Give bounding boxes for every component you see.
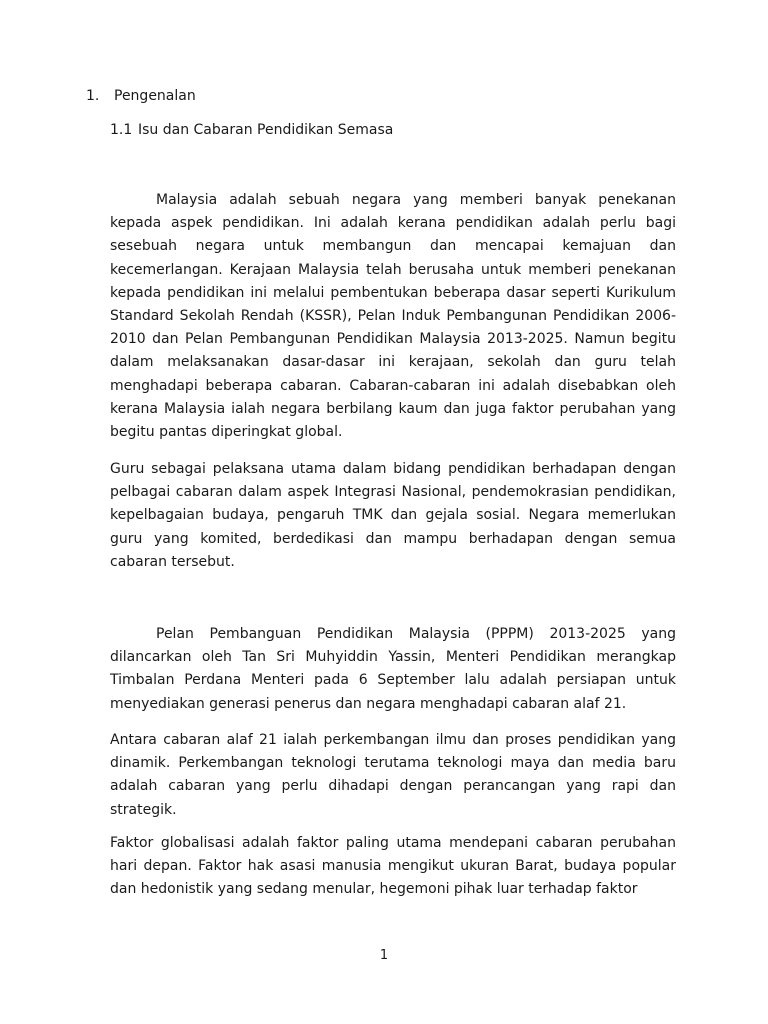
body-paragraph: Antara cabaran alaf 21 ialah perkembangan ilmu dan proses pendidikan yang dinamik. Perkembangan teknologi terutama teknologi maya dan media baru adalah cabaran yang perlu dihadapi dengan perancangan yang rapi dan strategik. [110, 732, 676, 818]
body-paragraph: Faktor globalisasi adalah faktor paling utama mendepani cabaran perubahan hari depan. Faktor hak asasi manusia mengikut ukuran Barat, budaya popular dan hedonistik yang sedang menular, hegemoni pihak luar terhadap faktor [110, 835, 676, 898]
body-paragraph: Malaysia adalah sebuah negara yang memberi banyak penekanan kepada aspek pendidikan. Ini adalah kerana pendidikan adalah perlu bagi sesebuah negara untuk membangun dan mencapai kemajuan dan kecemerlangan. Kerajaan Malaysia telah berusaha untuk memberi penekanan kepada pendidikan ini melalui pembentukan beberapa dasar seperti Kurikulum Standard Sekolah Rendah (KSSR), Pelan Induk Pembangunan Pendidikan 2006-2010 dan Pelan Pembangunan Pendidikan Malaysia 2013-2025. Namun begitu dalam melaksanakan dasar-dasar ini kerajaan, sekolah dan guru telah menghadapi beberapa cabaran. Cabaran-cabaran ini adalah disebabkan oleh kerana Malaysia ialah negara berbilang kaum dan juga faktor perubahan yang begitu pantas diperingkat global. [110, 192, 676, 441]
section-heading [86, 86, 196, 106]
subsection-number: 1.1 [110, 122, 133, 138]
page-number: 1 [379, 948, 389, 963]
subsection-heading [110, 120, 393, 140]
section-title: Pengenalan [114, 88, 196, 104]
subsection-title: Isu dan Cabaran Pendidikan Semasa [138, 122, 394, 138]
section-number: 1. [86, 88, 100, 104]
body-paragraph: Pelan Pembanguan Pendidikan Malaysia (PPPM) 2013-2025 yang dilancarkan oleh Tan Sri Muhyiddin Yassin, Menteri Pendidikan merangkap Timbalan Perdana Menteri pada 6 September lalu adalah persiapan untuk menyediakan generasi penerus dan negara menghadapi cabaran alaf 21. [110, 626, 676, 712]
body-paragraph: Guru sebagai pelaksana utama dalam bidang pendidikan berhadapan dengan pelbagai cabaran dalam aspek Integrasi Nasional, pendemokrasian pendidikan, kepelbagaian budaya, pengaruh TMK dan gejala sosial. Negara memerlukan guru yang komited, berdedikasi dan mampu berhadapan dengan semua cabaran tersebut. [110, 461, 676, 570]
